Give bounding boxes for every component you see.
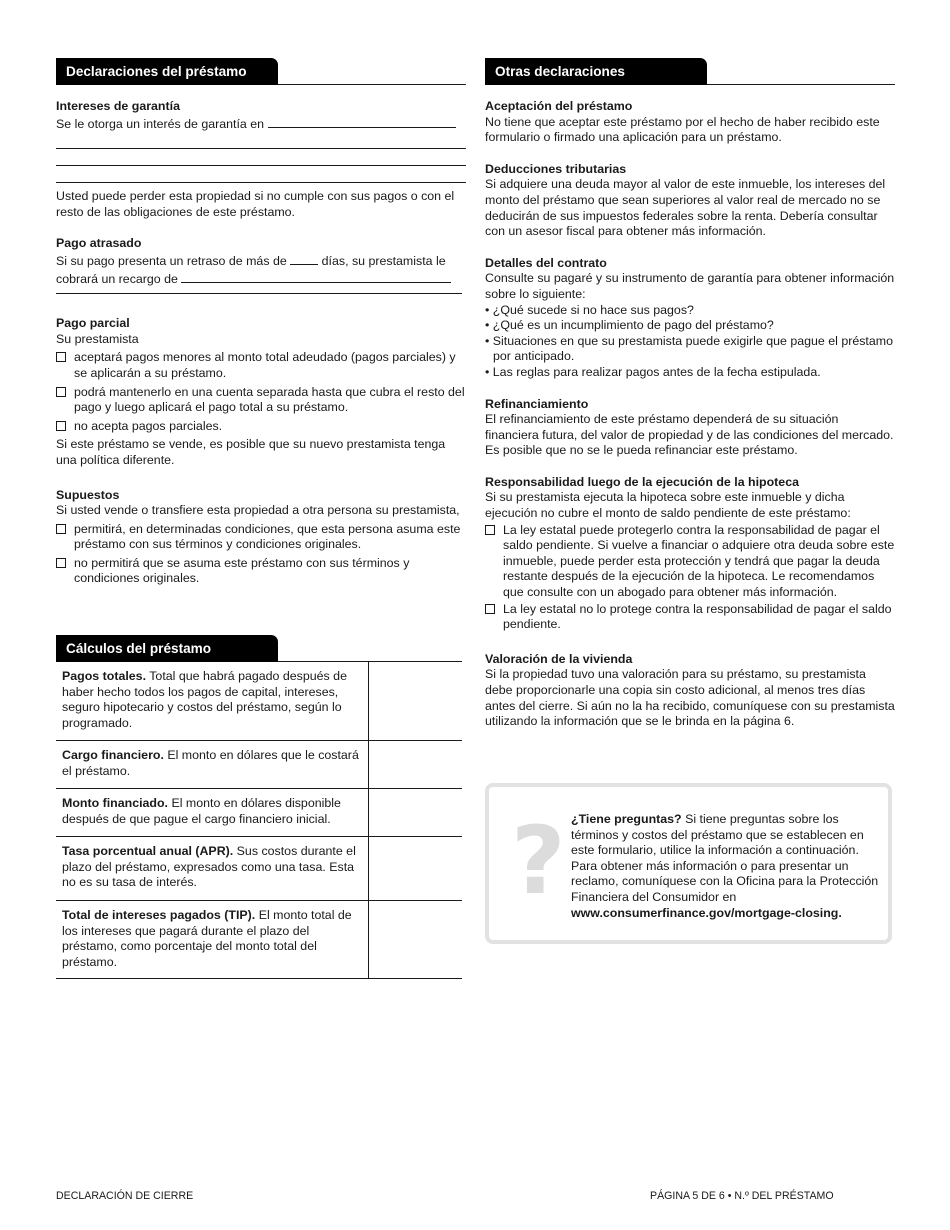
checkbox[interactable] — [56, 558, 66, 568]
option-label: podrá mantenerlo en una cuenta separada hasta que cubra el resto del pago y luego aplicará el pago total a su préstamo. — [74, 384, 465, 415]
contract-details-section — [485, 256, 895, 381]
appraisal-section — [485, 652, 895, 730]
section-title: Otras declaraciones — [485, 58, 707, 85]
other-disclosures-header — [485, 57, 895, 85]
row-term: Monto financiado. — [62, 796, 168, 810]
late-payment-section — [56, 236, 466, 294]
loan-disclosures-header — [56, 57, 466, 85]
section-subtitle: Responsabilidad luego de la ejecución de la hipoteca — [485, 474, 799, 489]
late-payment-text-b: días, su prestamista le cobrará un recargo de — [56, 253, 446, 286]
questions-lead: ¿Tiene preguntas? — [571, 812, 682, 826]
right-column — [485, 57, 895, 730]
security-interest-field[interactable] — [268, 115, 456, 128]
checkbox[interactable] — [56, 524, 66, 534]
section-text: No tiene que aceptar este préstamo por el hecho de haber recibido este formulario o firmado una aplicación para un préstamo. — [485, 114, 880, 145]
option-label: La ley estatal puede protegerlo contra la responsabilidad de pagar el saldo pendiente. Si vuelve a financiar o adquiere otra deuda sobre este inmueble, puede perder esta protección y tendrá que pagar la deuda restante después de la ejecución de la hipoteca. Le recomendamos que consulte con un abogado para obtener más información. — [503, 522, 895, 600]
assumption-section — [56, 488, 466, 588]
security-interest-field-line-3[interactable] — [56, 149, 466, 166]
list-item: • Situaciones en que su prestamista puede exigirle que pague el préstamo por anticipado. — [485, 333, 893, 364]
security-interest-section — [56, 99, 466, 220]
section-subtitle: Intereses de garantía — [56, 99, 180, 113]
row-term: Cargo financiero. — [62, 748, 164, 762]
question-mark-icon: ? — [511, 807, 566, 916]
row-desc: El monto total de los intereses que pagará durante el plazo del préstamo, como porcentaje del monto total del préstamo. — [62, 908, 352, 969]
section-text: Si la propiedad tuvo una valoración para su préstamo, su prestamista debe proporcionarle una copia sin costo adicional, al menos tres días antes del cierre. Si aún no la ha recibido, comuníquese con su prestamista utilizando la información que se le brinda en la página 6. — [485, 667, 895, 729]
section-subtitle: Aceptación del préstamo — [485, 99, 633, 113]
tip-value[interactable] — [369, 901, 463, 979]
table-row — [56, 741, 462, 789]
section-subtitle: Supuestos — [56, 487, 120, 502]
partial-payment-intro: Su prestamista — [56, 331, 139, 346]
option-label: no permitirá que se asuma este préstamo con sus términos y condiciones originales. — [74, 555, 410, 586]
option-label: permitirá, en determinadas condiciones, que esta persona asuma este préstamo con sus términos y condiciones originales. — [74, 521, 461, 552]
calculations-table — [56, 662, 462, 979]
partial-payment-note: Si este préstamo se vende, es posible que su nuevo prestamista tenga una política diferente. — [56, 437, 446, 467]
partial-option-reject — [56, 419, 466, 435]
partial-option-accept — [56, 350, 466, 381]
footer-left: DECLARACIÓN DE CIERRE — [56, 1190, 194, 1202]
footer-right: PÁGINA 5 DE 6 • N.º DEL PRÉSTAMO — [650, 1190, 834, 1202]
questions-box — [485, 783, 892, 944]
section-subtitle: Pago parcial — [56, 316, 130, 331]
list-item: • ¿Qué es un incumplimiento de pago del préstamo? — [485, 318, 774, 333]
section-text: El refinanciamiento de este préstamo dependerá de su situación financiera futura, del valor de propiedad y de las condiciones del mercado. Es posible que no se le pueda refinanciar este préstamo. — [485, 412, 894, 458]
loan-calculations — [56, 634, 462, 979]
row-term: Tasa porcentual anual (APR). — [62, 844, 234, 858]
questions-text — [571, 812, 881, 921]
refinance-section — [485, 397, 895, 459]
section-text: Si adquiere una deuda mayor al valor de este inmueble, los intereses del monto del préstamo que sean superiores al valor real de mercado no se deducirán de sus impuestos federales sobre la renta. Debería consultar con un asesor fiscal para obtener más información. — [485, 177, 886, 239]
option-label: La ley estatal no lo protege contra la responsabilidad de pagar el saldo pendiente. — [503, 601, 892, 632]
section-text: Consulte su pagaré y su instrumento de garantía para obtener información sobre lo siguiente: — [485, 271, 895, 301]
row-desc: El monto en dólares que le costará el préstamo. — [62, 748, 359, 778]
table-row — [56, 789, 462, 837]
checkbox[interactable] — [56, 352, 66, 362]
liability-option-not-protected — [485, 602, 895, 633]
security-interest-text: Se le otorga un interés de garantía en — [56, 116, 265, 131]
row-term: Total de intereses pagados (TIP). — [62, 908, 256, 922]
checkbox[interactable] — [56, 421, 66, 431]
finance-charge-value[interactable] — [369, 741, 463, 789]
table-row — [56, 901, 462, 979]
checkbox[interactable] — [485, 525, 495, 535]
option-label: no acepta pagos parciales. — [74, 418, 223, 433]
late-days-field[interactable] — [290, 252, 318, 265]
assumption-option-allow — [56, 522, 466, 553]
amount-financed-value[interactable] — [369, 789, 463, 837]
section-subtitle: Pago atrasado — [56, 236, 142, 251]
section-title: Cálculos del préstamo — [56, 635, 278, 662]
section-title: Declaraciones del préstamo — [56, 58, 278, 85]
partial-payment-section — [56, 316, 466, 468]
table-row — [56, 837, 462, 901]
row-desc: El monto en dólares disponible después de que pague el cargo financiero inicial. — [62, 796, 341, 826]
total-payments-value[interactable] — [369, 662, 463, 741]
list-item: • ¿Qué sucede si no hace sus pagos? — [485, 302, 694, 317]
late-payment-text-a: Si su pago presenta un retraso de más de — [56, 253, 287, 268]
option-label: aceptará pagos menores al monto total adeudado (pagos parciales) y se aplicarán a su préstamo. — [74, 350, 456, 380]
apr-value[interactable] — [369, 837, 463, 901]
loan-acceptance-section — [485, 99, 895, 146]
cfpb-link[interactable]: www.consumerfinance.gov/mortgage-closing. — [571, 905, 842, 920]
row-term: Pagos totales. — [62, 669, 147, 683]
tax-deductions-section — [485, 162, 895, 240]
assumption-intro: Si usted vende o transfiere esta propiedad a otra persona su prestamista, — [56, 503, 460, 518]
checkbox[interactable] — [56, 387, 66, 397]
left-column — [56, 57, 466, 587]
loan-calculations-header — [56, 634, 462, 662]
list-item: • Las reglas para realizar pagos antes de la fecha estipulada. — [485, 364, 821, 379]
partial-option-hold — [56, 385, 466, 416]
row-desc: Total que habrá pagado después de haber hecho todos los pagos de capital, intereses, seguro hipotecario y costos del préstamo, según lo programado. — [62, 669, 347, 730]
section-subtitle: Refinanciamiento — [485, 396, 589, 411]
table-row — [56, 662, 462, 741]
section-text: Si su prestamista ejecuta la hipoteca sobre este inmueble y dicha ejecución no cubre el monto de saldo pendiente de este préstamo: — [485, 490, 851, 521]
row-desc: Sus costos durante el plazo del préstamo, expresados como una tasa. Esta no es su tasa de interés. — [62, 844, 356, 890]
questions-body: Si tiene preguntas sobre los términos y costos del préstamo que se establecen en este formulario, utilice la información a continuación. Para obtener más información o para presentar un reclamo, comuníquese con la Oficina para la Protección Financiera del Consumidor en — [571, 812, 879, 904]
property-loss-warning: Usted puede perder esta propiedad si no cumple con sus pagos o con el resto de las obligaciones de este préstamo. — [56, 189, 455, 219]
section-subtitle: Deducciones tributarias — [485, 161, 627, 176]
security-interest-field-line-4[interactable] — [56, 166, 466, 183]
assumption-option-deny — [56, 556, 466, 587]
late-fee-field-line-2[interactable] — [56, 287, 462, 294]
liability-section — [485, 475, 895, 633]
liability-option-protected — [485, 523, 895, 601]
security-interest-field-line-2[interactable] — [56, 132, 466, 149]
section-subtitle: Detalles del contrato — [485, 255, 607, 270]
section-subtitle: Valoración de la vivienda — [485, 651, 633, 666]
late-fee-field[interactable] — [181, 270, 451, 283]
checkbox[interactable] — [485, 604, 495, 614]
